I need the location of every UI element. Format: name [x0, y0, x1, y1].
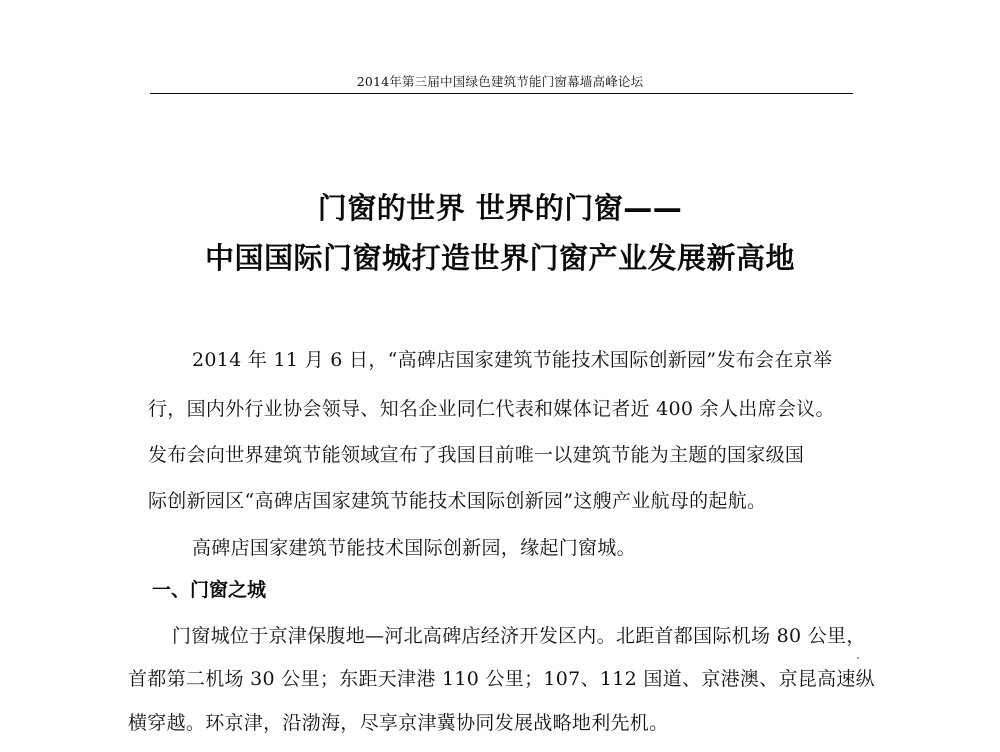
section-heading-1: 一、门窗之城 [152, 579, 267, 601]
paragraph-1-line-3: 发布会向世界建筑节能领域宣布了我国目前唯一以建筑节能为主题的国家级国 [148, 444, 805, 466]
paragraph-3-line-1: 门窗城位于京津保腹地—河北高碑店经济开发区内。北距首都国际机场 80 公里， [172, 625, 866, 647]
header-rule [150, 93, 853, 94]
paragraph-3-line-3: 横穿越。环京津，沿渤海，尽享京津冀协同发展战略地利先机。 [128, 712, 669, 734]
paragraph-1-line-4: 际创新园区“高碑店国家建筑节能技术国际创新园”这艘产业航母的起航。 [148, 490, 767, 512]
paragraph-1-line-1: 2014 年 11 月 6 日，“高碑店国家建筑节能技术国际创新园”发布会在京举 [192, 349, 833, 371]
paragraph-1-line-2: 行，国内外行业协会领导、知名企业同仁代表和媒体记者近 400 余人出席会议。 [148, 398, 835, 420]
title-line-2: 中国国际门窗城打造世界门窗产业发展新高地 [204, 241, 795, 275]
running-header: 2014年第三届中国绿色建筑节能门窗幕墙高峰论坛 [356, 74, 644, 89]
scan-speck [857, 657, 859, 659]
title-line-1: 门窗的世界 世界的门窗—— [317, 191, 683, 225]
paragraph-3-line-2: 首都第二机场 30 公里；东距天津港 110 公里；107、112 国道、京港澳、京昆高速纵 [128, 668, 875, 690]
paragraph-2: 高碑店国家建筑节能技术国际创新园，缘起门窗城。 [192, 537, 636, 559]
